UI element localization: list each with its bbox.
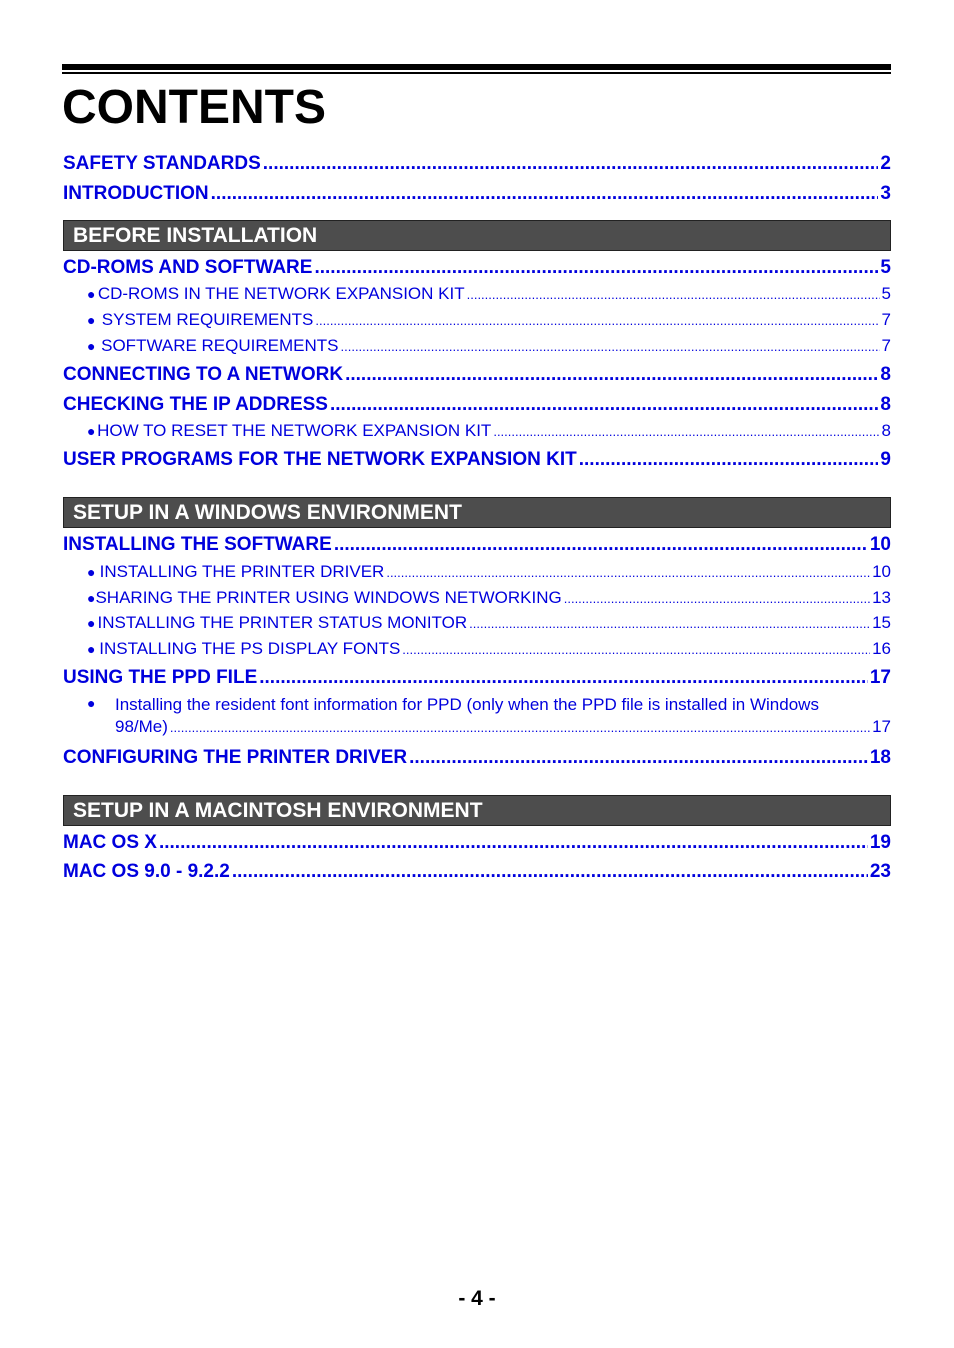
toc-entry-page: 7 (881, 310, 891, 329)
toc-entry-label: INSTALLING THE PS DISPLAY FONTS (99, 639, 401, 658)
toc-subentry-reset-network-kit[interactable] (63, 421, 891, 443)
toc-entry-page: 8 (880, 394, 891, 415)
toc-entry-mac-os-x[interactable] (63, 832, 891, 856)
toc-entry-cd-roms-and-software[interactable] (63, 257, 891, 281)
toc-subentry-installing-printer-driver[interactable] (63, 562, 891, 584)
bullet-icon: ● (87, 641, 96, 657)
toc-entry-label: SHARING THE PRINTER USING WINDOWS NETWORKING (95, 588, 562, 607)
toc-entry-page: 5 (881, 284, 891, 303)
header-rule-thick (62, 64, 891, 70)
dot-leader (170, 717, 870, 737)
toc-entry-label: MAC OS X (63, 832, 157, 853)
toc-entry-label: MAC OS 9.0 - 9.2.2 (63, 861, 230, 882)
bullet-icon: ● (87, 695, 96, 711)
header-rule-thin (62, 72, 891, 74)
toc-entry-page: 9 (880, 449, 891, 470)
dot-leader (259, 667, 868, 689)
toc-entry-label: CONFIGURING THE PRINTER DRIVER (63, 747, 408, 768)
toc-entry-label: CD-ROMS AND SOFTWARE (63, 257, 313, 278)
toc-entry-label: SAFETY STANDARDS (63, 153, 261, 174)
toc-subentry-status-monitor[interactable] (63, 613, 891, 635)
bullet-icon: ● (87, 423, 96, 439)
toc-entry-checking-ip-address[interactable] (63, 394, 891, 418)
toc-subentry-system-requirements[interactable] (63, 310, 891, 332)
toc-entry-label: INSTALLING THE SOFTWARE (63, 534, 332, 555)
dot-leader (564, 588, 870, 608)
toc-entry-label: USING THE PPD FILE (63, 667, 258, 688)
bullet-icon: ● (87, 590, 96, 606)
dot-leader (263, 153, 879, 175)
bullet-icon: ● (87, 615, 96, 631)
toc-entry-safety-standards[interactable] (63, 153, 891, 177)
dot-leader (467, 284, 880, 304)
toc-entry-page: 5 (880, 257, 891, 278)
toc-entry-user-programs[interactable] (63, 449, 891, 473)
section-heading-before-installation: BEFORE INSTALLATION (63, 220, 891, 251)
toc-entry-label: SYSTEM REQUIREMENTS (101, 310, 314, 329)
toc-entry-page: 17 (869, 667, 891, 688)
bullet-icon: ● (87, 338, 96, 354)
toc-entry-label: INSTALLING THE PRINTER STATUS MONITOR (97, 613, 468, 632)
toc-entry-page: 10 (872, 562, 891, 581)
dot-leader (345, 364, 878, 386)
dot-leader (402, 639, 870, 659)
dot-leader (386, 562, 870, 582)
toc-entry-page: 16 (872, 639, 891, 658)
toc-entry-label: USER PROGRAMS FOR THE NETWORK EXPANSION KIT (63, 449, 577, 470)
toc-entry-label: CHECKING THE IP ADDRESS (63, 394, 328, 415)
dot-leader (579, 449, 879, 471)
bullet-icon: ● (87, 312, 96, 328)
toc-entry-installing-software[interactable] (63, 534, 891, 558)
toc-entry-connecting-to-network[interactable] (63, 364, 891, 388)
toc-entry-configuring-printer-driver[interactable] (63, 747, 891, 771)
toc-entry-page: 13 (872, 588, 891, 607)
toc-entry-page: 2 (880, 153, 891, 174)
dot-leader (159, 832, 868, 854)
toc-entry-page: 17 (872, 717, 891, 736)
toc-subentry-sharing-printer[interactable] (63, 588, 891, 610)
toc-entry-introduction[interactable] (63, 183, 891, 207)
toc-entry-label: CONNECTING TO A NETWORK (63, 364, 344, 385)
dot-leader (330, 394, 878, 416)
page-number: - 4 - (458, 1287, 496, 1310)
toc-entry-page: 7 (881, 336, 891, 355)
toc-entry-label-line1: Installing the resident font information for PPD (only when the PPD file is installed in Windows (115, 695, 819, 714)
toc-entry-page: 3 (880, 183, 891, 204)
page-title: CONTENTS (62, 81, 326, 134)
section-heading-macintosh: SETUP IN A MACINTOSH ENVIRONMENT (63, 795, 891, 826)
toc-subentry-ps-display-fonts[interactable] (63, 639, 891, 661)
toc-entry-page: 15 (872, 613, 891, 632)
toc-entry-label: INSTALLING THE PRINTER DRIVER (99, 562, 385, 581)
toc-subentry-cd-roms-in-kit[interactable] (63, 284, 891, 306)
dot-leader (232, 861, 868, 883)
dot-leader (469, 613, 870, 633)
toc-entry-label-line2: 98/Me) (115, 717, 168, 736)
bullet-icon: ● (87, 564, 96, 580)
toc-entry-label: CD-ROMS IN THE NETWORK EXPANSION KIT (97, 284, 465, 303)
bullet-icon: ● (87, 286, 96, 302)
dot-leader (315, 310, 879, 330)
dot-leader (341, 336, 880, 356)
section-heading-windows: SETUP IN A WINDOWS ENVIRONMENT (63, 497, 891, 528)
toc-subentry-software-requirements[interactable] (63, 336, 891, 358)
dot-leader (314, 257, 878, 279)
toc-entry-mac-os-9[interactable] (63, 861, 891, 885)
toc-entry-page: 23 (869, 861, 891, 882)
toc-entry-page: 8 (881, 421, 891, 440)
toc-entry-using-ppd-file[interactable] (63, 667, 891, 691)
dot-leader (493, 421, 879, 441)
toc-entry-label: SOFTWARE REQUIREMENTS (101, 336, 339, 355)
toc-entry-page: 19 (869, 832, 891, 853)
dot-leader (334, 534, 868, 556)
dot-leader (409, 747, 868, 769)
toc-entry-page: 18 (869, 747, 891, 768)
toc-subentry-resident-font-info[interactable] (63, 695, 891, 737)
toc-entry-page: 8 (880, 364, 891, 385)
toc-entry-label: HOW TO RESET THE NETWORK EXPANSION KIT (97, 421, 492, 440)
toc-entry-page: 10 (869, 534, 891, 555)
dot-leader (211, 183, 879, 205)
toc-entry-label: INTRODUCTION (63, 183, 209, 204)
